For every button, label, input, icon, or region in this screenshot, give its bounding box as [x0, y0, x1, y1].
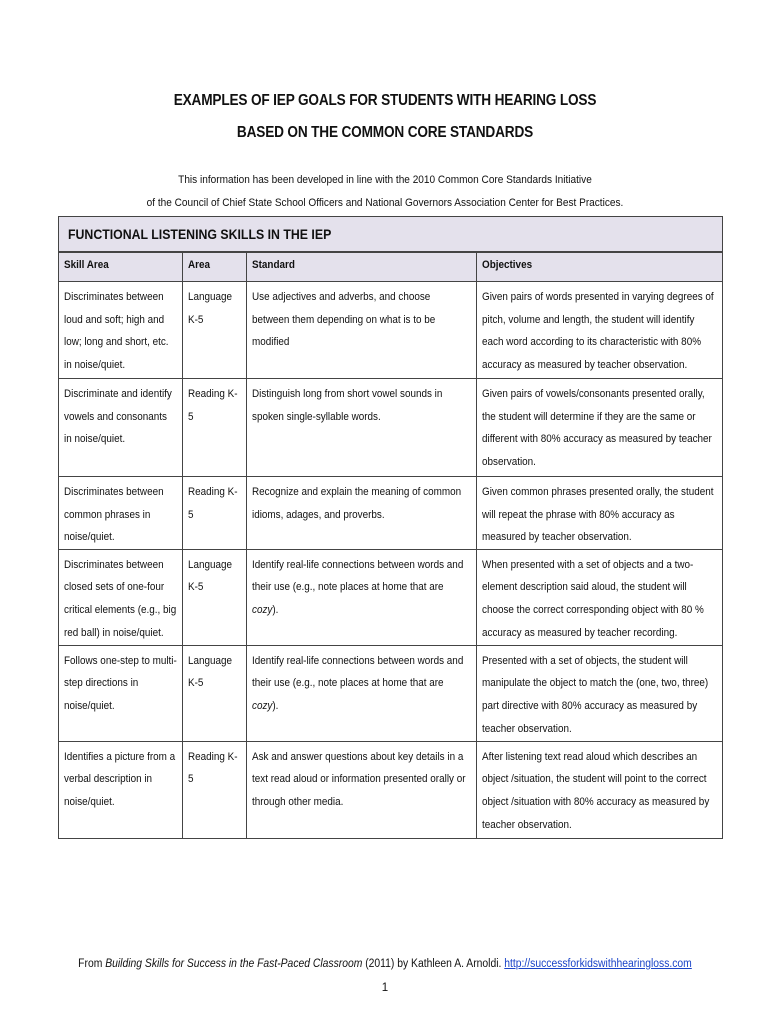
section-header — [58, 216, 723, 252]
standard-text: Identify real-life connections between words and their use (e.g., note places at home that are — [252, 654, 464, 690]
column-header-objectives: Objectives — [476, 253, 723, 282]
area-cell: Language K-5 — [183, 549, 247, 645]
standard-emphasis: cozy — [252, 699, 273, 712]
area-cell: Language K-5 — [183, 645, 247, 741]
footer-citation — [39, 958, 732, 970]
objective-cell: After listening text read aloud which describes an object /situation, the student will point to the correct object /situation with 80% accuracy as measured by teacher observation. — [476, 741, 723, 838]
table-row — [59, 282, 723, 379]
table-row — [59, 645, 723, 741]
intro-line1: This information has been developed in line with the 2010 Common Core Standards Initiative — [178, 174, 592, 186]
column-header-area: Area — [183, 253, 247, 282]
standard-text-end: ). — [272, 603, 279, 616]
skill-cell: Discriminates between common phrases in noise/quiet. — [59, 477, 183, 550]
document-title-line1: EXAMPLES OF IEP GOALS FOR STUDENTS WITH HEARING LOSS — [173, 92, 597, 109]
skill-cell: Identifies a picture from a verbal description in noise/quiet. — [59, 741, 183, 838]
standard-cell: Recognize and explain the meaning of common idioms, adages, and proverbs. — [247, 477, 476, 550]
skill-cell: Discriminate and identify vowels and consonants in noise/quiet. — [59, 379, 183, 477]
objective-cell: Given pairs of vowels/consonants presented orally, the student will determine if they are the same or different with 80% accuracy as measured by teacher observation. — [476, 379, 723, 477]
intro-line2: of the Council of Chief State School Officers and National Governors Association Center for Best Practices. — [146, 197, 624, 209]
objective-cell: Given pairs of words presented in varying degrees of pitch, volume and length, the student will identify each word according to its characteristic with 80% accuracy as measured by teacher observation. — [476, 282, 723, 379]
standard-cell: Ask and answer questions about key details in a text read aloud or information presented orally or through other media. — [247, 741, 476, 838]
standard-text-end: ). — [272, 699, 279, 712]
column-header-skill-area: Skill Area — [59, 253, 183, 282]
skill-cell: Follows one-step to multi-step directions in noise/quiet. — [59, 645, 183, 741]
column-header-standard: Standard — [247, 253, 476, 282]
footer-suffix: (2011) by Kathleen A. Arnoldi. — [362, 958, 505, 970]
skill-cell: Discriminates between loud and soft; high and low; long and short, etc. in noise/quiet. — [59, 282, 183, 379]
area-cell: Language K-5 — [183, 282, 247, 379]
standard-cell — [247, 549, 476, 645]
document-title-line2: BASED ON THE COMMON CORE STANDARDS — [236, 124, 534, 141]
objective-cell: Given common phrases presented orally, the student will repeat the phrase with 80% accuracy as measured by teacher observation. — [476, 477, 723, 550]
standard-cell — [247, 645, 476, 741]
skill-cell: Discriminates between closed sets of one-four critical elements (e.g., big red ball) in noise/quiet. — [59, 549, 183, 645]
objective-cell: When presented with a set of objects and a two-element description said aloud, the student will choose the correct corresponding object with 80 % accuracy as measured by teacher recording. — [476, 549, 723, 645]
goals-table — [58, 252, 723, 839]
section-title: FUNCTIONAL LISTENING SKILLS IN THE IEP — [68, 226, 332, 242]
standard-text: Identify real-life connections between words and their use (e.g., note places at home that are — [252, 558, 464, 594]
standard-cell: Use adjectives and adverbs, and choose between them depending on what is to be modified — [247, 282, 476, 379]
table-row — [59, 549, 723, 645]
area-cell: Reading K-5 — [183, 477, 247, 550]
area-cell: Reading K-5 — [183, 741, 247, 838]
page-number: 1 — [381, 982, 389, 994]
objective-cell: Presented with a set of objects, the student will manipulate the object to match the (one, two, three) part directive with 80% accuracy as measured by teacher observation. — [476, 645, 723, 741]
table-row — [59, 477, 723, 550]
footer-prefix: From — [78, 958, 106, 970]
standard-emphasis: cozy — [252, 603, 273, 616]
footer-book-title: Building Skills for Success in the Fast-Paced Classroom — [105, 958, 363, 970]
goals-table-container — [58, 216, 723, 839]
standard-cell: Distinguish long from short vowel sounds in spoken single-syllable words. — [247, 379, 476, 477]
table-header-row — [59, 253, 723, 282]
table-row — [59, 741, 723, 838]
footer-website-link[interactable]: http://successforkidswithhearingloss.com — [504, 958, 692, 970]
table-row — [59, 379, 723, 477]
area-cell: Reading K-5 — [183, 379, 247, 477]
